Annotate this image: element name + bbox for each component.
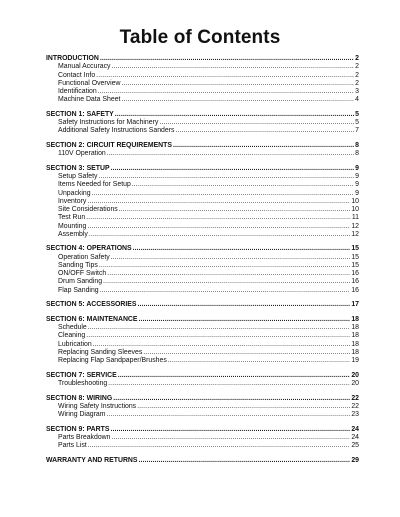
toc-page-number: 18 bbox=[351, 324, 359, 332]
toc-section-label: SECTION 9: PARTS bbox=[46, 425, 110, 433]
toc-page-number: 18 bbox=[351, 340, 359, 348]
toc-leader-dots bbox=[139, 316, 351, 324]
toc-section bbox=[46, 457, 359, 465]
toc-entry[interactable] bbox=[46, 270, 359, 278]
toc-section bbox=[46, 142, 359, 159]
toc-leader-dots bbox=[103, 278, 350, 286]
toc-section-label: INTRODUCTION bbox=[46, 55, 99, 62]
toc-section-label: SECTION 5: ACCESSORIES bbox=[46, 301, 137, 309]
toc-leader-dots bbox=[100, 55, 354, 63]
toc-entry[interactable] bbox=[46, 434, 359, 442]
toc-leader-dots bbox=[108, 380, 350, 388]
toc-leader-dots bbox=[87, 198, 350, 206]
toc-entry-label: Cleaning bbox=[58, 332, 86, 340]
toc-entry-label: Inventory bbox=[58, 197, 87, 205]
toc-entry[interactable] bbox=[46, 411, 359, 419]
toc-section-heading[interactable] bbox=[46, 111, 359, 119]
toc-leader-dots bbox=[88, 442, 351, 450]
toc-page-number: 4 bbox=[355, 96, 359, 104]
toc-entry[interactable] bbox=[46, 341, 359, 349]
toc-section-label: SECTION 2: CIRCUIT REQUIREMENTS bbox=[46, 141, 172, 149]
toc-leader-dots bbox=[175, 127, 354, 135]
toc-leader-dots bbox=[138, 301, 351, 309]
toc-leader-dots bbox=[111, 165, 355, 173]
toc-page-number: 18 bbox=[351, 332, 359, 340]
toc-leader-dots bbox=[89, 231, 350, 239]
toc-leader-dots bbox=[98, 173, 354, 181]
toc-entry-label: Contact Info bbox=[58, 71, 96, 79]
toc-page-number: 29 bbox=[351, 456, 359, 464]
toc-page-number: 7 bbox=[355, 127, 359, 135]
toc-leader-dots bbox=[111, 434, 350, 442]
toc-entry-label: Parts Breakdown bbox=[58, 433, 111, 441]
toc-section-heading[interactable] bbox=[46, 426, 359, 434]
toc-page-number: 8 bbox=[355, 150, 359, 158]
toc-page-number: 18 bbox=[351, 348, 359, 356]
toc-section-label: SECTION 4: OPERATIONS bbox=[46, 245, 132, 253]
toc-entry-label: Unpacking bbox=[58, 189, 91, 197]
toc-entry-label: 110V Operation bbox=[58, 150, 106, 158]
toc-leader-dots bbox=[119, 206, 351, 214]
toc-leader-dots bbox=[113, 395, 350, 403]
toc-entry[interactable] bbox=[46, 181, 359, 189]
toc-section bbox=[46, 316, 359, 366]
toc-entry[interactable] bbox=[46, 349, 359, 357]
table-of-contents bbox=[46, 55, 359, 471]
toc-page-number: 24 bbox=[351, 425, 359, 433]
toc-page-number: 9 bbox=[355, 173, 359, 181]
toc-leader-dots bbox=[111, 63, 354, 71]
toc-leader-dots bbox=[100, 287, 351, 295]
toc-page-number: 3 bbox=[355, 88, 359, 95]
toc-entry[interactable] bbox=[46, 96, 359, 104]
toc-page-number: 16 bbox=[351, 278, 359, 286]
toc-entry[interactable] bbox=[46, 380, 359, 388]
toc-page-number: 16 bbox=[351, 270, 359, 278]
toc-page-number: 19 bbox=[351, 357, 359, 365]
toc-entry-label: Mounting bbox=[58, 222, 87, 230]
toc-leader-dots bbox=[107, 270, 350, 278]
toc-leader-dots bbox=[87, 223, 350, 231]
toc-section-heading[interactable] bbox=[46, 372, 359, 380]
toc-entry[interactable] bbox=[46, 190, 359, 198]
toc-entry[interactable] bbox=[46, 231, 359, 239]
toc-section-label: SECTION 3: SETUP bbox=[46, 164, 110, 172]
toc-entry[interactable] bbox=[46, 287, 359, 295]
toc-entry[interactable] bbox=[46, 150, 359, 158]
toc-page-number: 24 bbox=[351, 433, 359, 441]
page-title: Table of Contents bbox=[119, 27, 281, 48]
toc-entry-label: Drum Sanding bbox=[58, 278, 103, 286]
toc-section-label: SECTION 8: WIRING bbox=[46, 394, 113, 402]
toc-entry[interactable] bbox=[46, 206, 359, 214]
toc-leader-dots bbox=[118, 372, 351, 380]
toc-section bbox=[46, 301, 359, 309]
toc-page-number: 8 bbox=[355, 141, 359, 149]
toc-page-number: 17 bbox=[351, 301, 359, 309]
toc-page-number: 10 bbox=[351, 197, 359, 205]
toc-page-number: 15 bbox=[351, 253, 359, 261]
toc-leader-dots bbox=[111, 254, 351, 262]
toc-entry[interactable] bbox=[46, 278, 359, 286]
toc-entry-label: Functional Overview bbox=[58, 79, 121, 87]
toc-leader-dots bbox=[159, 119, 354, 127]
toc-leader-dots bbox=[143, 349, 350, 357]
toc-entry-label: Replacing Flap Sandpaper/Brushes bbox=[58, 357, 167, 365]
toc-entry[interactable] bbox=[46, 403, 359, 411]
toc-page-number: 18 bbox=[351, 315, 359, 323]
toc-entry[interactable] bbox=[46, 88, 359, 96]
toc-leader-dots bbox=[121, 80, 354, 88]
toc-entry-label: Site Considerations bbox=[58, 206, 118, 214]
toc-entry[interactable] bbox=[46, 214, 359, 222]
toc-leader-dots bbox=[121, 96, 354, 104]
toc-entry-label: Assembly bbox=[58, 230, 88, 238]
toc-leader-dots bbox=[86, 214, 351, 222]
toc-section-label: WARRANTY AND RETURNS bbox=[46, 456, 138, 464]
toc-leader-dots bbox=[93, 341, 351, 349]
toc-entry[interactable] bbox=[46, 324, 359, 332]
toc-entry-label: Sanding Tips bbox=[58, 261, 98, 269]
toc-section bbox=[46, 111, 359, 136]
toc-entry-label: Operation Safety bbox=[58, 253, 110, 261]
toc-page-number: 2 bbox=[355, 79, 359, 87]
toc-entry-label: ON/OFF Switch bbox=[58, 270, 107, 278]
toc-entry[interactable] bbox=[46, 198, 359, 206]
toc-page-number: 16 bbox=[351, 286, 359, 294]
toc-entry-label: Troubleshooting bbox=[58, 379, 108, 387]
toc-entry-label: Parts List bbox=[58, 442, 87, 450]
toc-section-heading[interactable] bbox=[46, 245, 359, 253]
toc-section bbox=[46, 395, 359, 420]
toc-page-number: 9 bbox=[355, 181, 359, 189]
toc-entry-label: Wiring Diagram bbox=[58, 411, 106, 418]
toc-page-number: 2 bbox=[355, 63, 359, 71]
toc-page-number: 5 bbox=[355, 110, 359, 118]
toc-page-number: 23 bbox=[351, 411, 359, 418]
toc-section-heading[interactable] bbox=[46, 165, 359, 173]
toc-entry-label: Safety Instructions for Machinery bbox=[58, 119, 159, 127]
toc-entry[interactable] bbox=[46, 332, 359, 340]
toc-leader-dots bbox=[133, 245, 351, 253]
toc-leader-dots bbox=[88, 324, 351, 332]
toc-section bbox=[46, 245, 359, 295]
toc-entry[interactable] bbox=[46, 127, 359, 135]
toc-entry-label: Additional Safety Instructions Sanders bbox=[58, 127, 175, 135]
toc-entry-label: Setup Safety bbox=[58, 173, 98, 181]
toc-leader-dots bbox=[96, 72, 354, 80]
toc-entry-label: Flap Sanding bbox=[58, 286, 99, 294]
toc-section-heading[interactable] bbox=[46, 301, 359, 309]
toc-page-number: 22 bbox=[351, 394, 359, 402]
toc-leader-dots bbox=[92, 190, 355, 198]
toc-page-number: 9 bbox=[355, 164, 359, 172]
toc-entry-label: Identification bbox=[58, 88, 97, 95]
toc-section bbox=[46, 165, 359, 239]
toc-entry[interactable] bbox=[46, 63, 359, 71]
toc-section-label: SECTION 6: MAINTENANCE bbox=[46, 315, 138, 323]
toc-entry-label: Replacing Sanding Sleeves bbox=[58, 348, 143, 356]
toc-page-number: 15 bbox=[351, 245, 359, 253]
toc-section-label: SECTION 7: SERVICE bbox=[46, 371, 117, 379]
toc-leader-dots bbox=[106, 411, 350, 419]
toc-leader-dots bbox=[137, 403, 350, 411]
toc-entry-label: Schedule bbox=[58, 324, 87, 332]
toc-entry[interactable] bbox=[46, 442, 359, 450]
toc-leader-dots bbox=[107, 150, 354, 158]
toc-leader-dots bbox=[168, 357, 351, 365]
toc-leader-dots bbox=[115, 111, 354, 119]
toc-section bbox=[46, 55, 359, 105]
toc-leader-dots bbox=[132, 181, 354, 189]
toc-entry[interactable] bbox=[46, 72, 359, 80]
toc-leader-dots bbox=[98, 88, 354, 96]
toc-section bbox=[46, 372, 359, 389]
toc-leader-dots bbox=[86, 332, 350, 340]
toc-page-number: 15 bbox=[351, 261, 359, 269]
toc-leader-dots bbox=[99, 262, 350, 270]
toc-page-number: 25 bbox=[351, 442, 359, 450]
toc-entry[interactable] bbox=[46, 80, 359, 88]
toc-section-label: SECTION 1: SAFETY bbox=[46, 110, 114, 118]
toc-section bbox=[46, 426, 359, 451]
toc-page-number: 2 bbox=[355, 71, 359, 79]
toc-page-number: 22 bbox=[351, 402, 359, 410]
toc-page-number: 12 bbox=[351, 222, 359, 230]
toc-entry[interactable] bbox=[46, 254, 359, 262]
toc-entry-label: Machine Data Sheet bbox=[58, 96, 121, 104]
toc-page-number: 20 bbox=[351, 379, 359, 387]
toc-section-heading[interactable] bbox=[46, 316, 359, 324]
toc-section-heading[interactable] bbox=[46, 55, 359, 63]
toc-entry[interactable] bbox=[46, 357, 359, 365]
toc-page-number: 20 bbox=[351, 371, 359, 379]
toc-section-heading[interactable] bbox=[46, 457, 359, 465]
toc-entry[interactable] bbox=[46, 173, 359, 181]
toc-page-number: 5 bbox=[355, 119, 359, 127]
toc-entry[interactable] bbox=[46, 262, 359, 270]
toc-section-heading[interactable] bbox=[46, 142, 359, 150]
toc-leader-dots bbox=[110, 426, 350, 434]
toc-page-number: 12 bbox=[351, 230, 359, 238]
toc-page-number: 10 bbox=[351, 206, 359, 214]
toc-leader-dots bbox=[139, 457, 351, 465]
toc-section-heading[interactable] bbox=[46, 395, 359, 403]
toc-entry-label: Test Run bbox=[58, 214, 86, 222]
toc-entry-label: Lubrication bbox=[58, 340, 92, 348]
toc-leader-dots bbox=[173, 142, 354, 150]
toc-entry[interactable] bbox=[46, 223, 359, 231]
toc-page-number: 2 bbox=[355, 55, 359, 62]
toc-page-number: 11 bbox=[351, 214, 359, 222]
toc-entry-label: Items Needed for Setup bbox=[58, 181, 131, 189]
toc-entry-label: Manual Accuracy bbox=[58, 63, 111, 71]
toc-page-number: 9 bbox=[355, 189, 359, 197]
toc-entry[interactable] bbox=[46, 119, 359, 127]
toc-entry-label: Wiring Safety Instructions bbox=[58, 402, 137, 410]
